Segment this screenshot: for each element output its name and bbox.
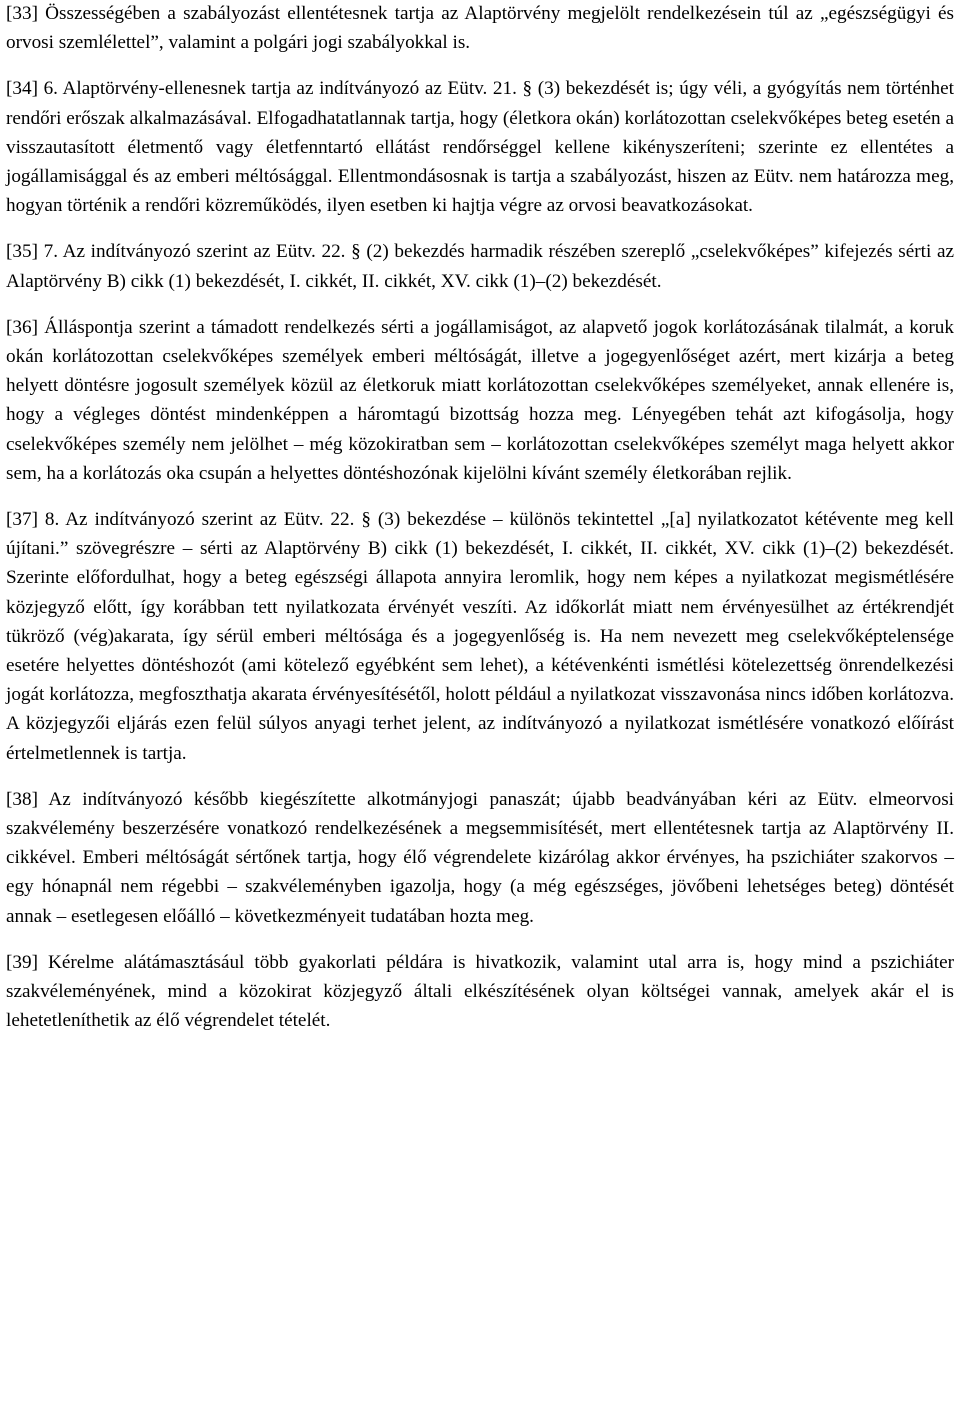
paragraph-37: [37] 8. Az indítványozó szerint az Eütv. 22. § (3) bekezdése – különös tekintettel „[a] nyilatkozatot kétévente meg kell újítani.” szövegrészre – sérti az Alaptörvény B) cikk (1) bekezdését, I. cikkét, II. cikkét, XV. cikk (1)–(2) bekezdését. Szerinte előfordulhat, hogy a beteg egészségi állapota annyira leromlik, hogy nem képes a nyilatkozat megismétlésére közjegyző előtt, így korábban tett nyilatkozata érvényét veszíti. Az időkorlát miatt nem érvényesülhet az értékrendjét tükröző (vég)akarata, így sérül emberi méltósága és a jogegyenlőség is. Ha nem nevezett meg cselekvőképtelensége esetére helyettes döntéshozót (ami kötelező egyébként sem lehet), a kétévenkénti ismétlési kötelezettség önrendelkezési jogát korlátozza, megfoszthatja akarata érvényesítésétől, holott például a nyilatkozat visszavonása nincs időben korlátozva. A közjegyzői eljárás ezen felül súlyos anyagi terhet jelent, az indítványozó a nyilatkozat ismétlésére vonatkozó előírást értelmetlennek is tartja. [6, 509, 954, 764]
document-page [6, 0, 954, 1053]
paragraph-36: [36] Álláspontja szerint a támadott rendelkezés sérti a jogállamiságot, az alapvető jogok korlátozásának tilalmát, a koruk okán korlátozottan cselekvőképes személyek emberi méltóságát, illetve a jogegyenlőséget azért, mert kizárja a beteg helyett döntésre jogosult személyek közül az életkoruk miatt korlátozottan cselekvőképes személyeket, annak ellenére is, hogy a végleges döntést mindenképpen a háromtagú bizottság hozza meg. Lényegében tehát azt kifogásolja, hogy cselekvőképes személy nem jelölhet – még közokiratban sem – korlátozottan cselekvőképes személyt maga helyett akkor sem, ha a korlátozás oka csupán a helyettes döntéshozónak kijelölni kívánt személy életkorában rejlik. [6, 316, 954, 484]
paragraph-34: [34] 6. Alaptörvény-ellenesnek tartja az indítványozó az Eütv. 21. § (3) bekezdését is; úgy véli, a gyógyítás nem történhet rendőri erőszak alkalmazásával. Elfogadhatatlannak tartja, hogy (életkora okán) korlátozottan cselekvőképes beteg esetén a visszautasított életmentő vagy életfenntartó ellátást rendőrséggel kellene kikényszeríteni; szerinte ez ellentétes a jogállamisággal és az emberi méltósággal. Ellentmondásosnak is tartja a szabályozást, hiszen az Eütv. nem határozza meg, hogyan történik a rendőri közreműködés, ilyen esetben ki hajtja végre az orvosi beavatkozásokat. [6, 78, 954, 217]
paragraph-38: [38] Az indítványozó később kiegészítette alkotmányjogi panaszát; újabb beadványában kéri az Eütv. elmeorvosi szakvélemény beszerzésére vonatkozó rendelkezésének a megsemmisítését, mert ellentétesnek tartja az Alaptörvény II. cikkével. Emberi méltóságát sértőnek tartja, hogy élő végrendelete kizárólag akkor érvényes, ha pszichiáter szakorvos – egy hónapnál nem régebbi – szakvéleményben igazolja, hogy (a még egészséges, jövőbeni lehetséges beteg) döntését annak – esetlegesen előálló – következményeit tudatában hozta meg. [6, 788, 954, 927]
paragraph-39: [39] Kérelme alátámasztásául több gyakorlati példára is hivatkozik, valamint utal arra is, hogy mind a pszichiáter szakvéleményének, mind a közokirat közjegyző általi elkészítésének olyan költségei vannak, amelyek akár el is lehetetleníthetik az élő végrendelet tételét. [6, 951, 954, 1032]
paragraph-35: [35] 7. Az indítványozó szerint az Eütv. 22. § (2) bekezdés harmadik részében szereplő „cselekvőképes” kifejezés sérti az Alaptörvény B) cikk (1) bekezdését, I. cikkét, II. cikkét, XV. cikk (1)–(2) bekezdését. [6, 241, 954, 292]
paragraph-33: [33] Összességében a szabályozást ellentétesnek tartja az Alaptörvény megjelölt rendelkezésein túl az „egészségügyi és orvosi szemlélettel”, valamint a polgári jogi szabályokkal is. [6, 3, 954, 54]
